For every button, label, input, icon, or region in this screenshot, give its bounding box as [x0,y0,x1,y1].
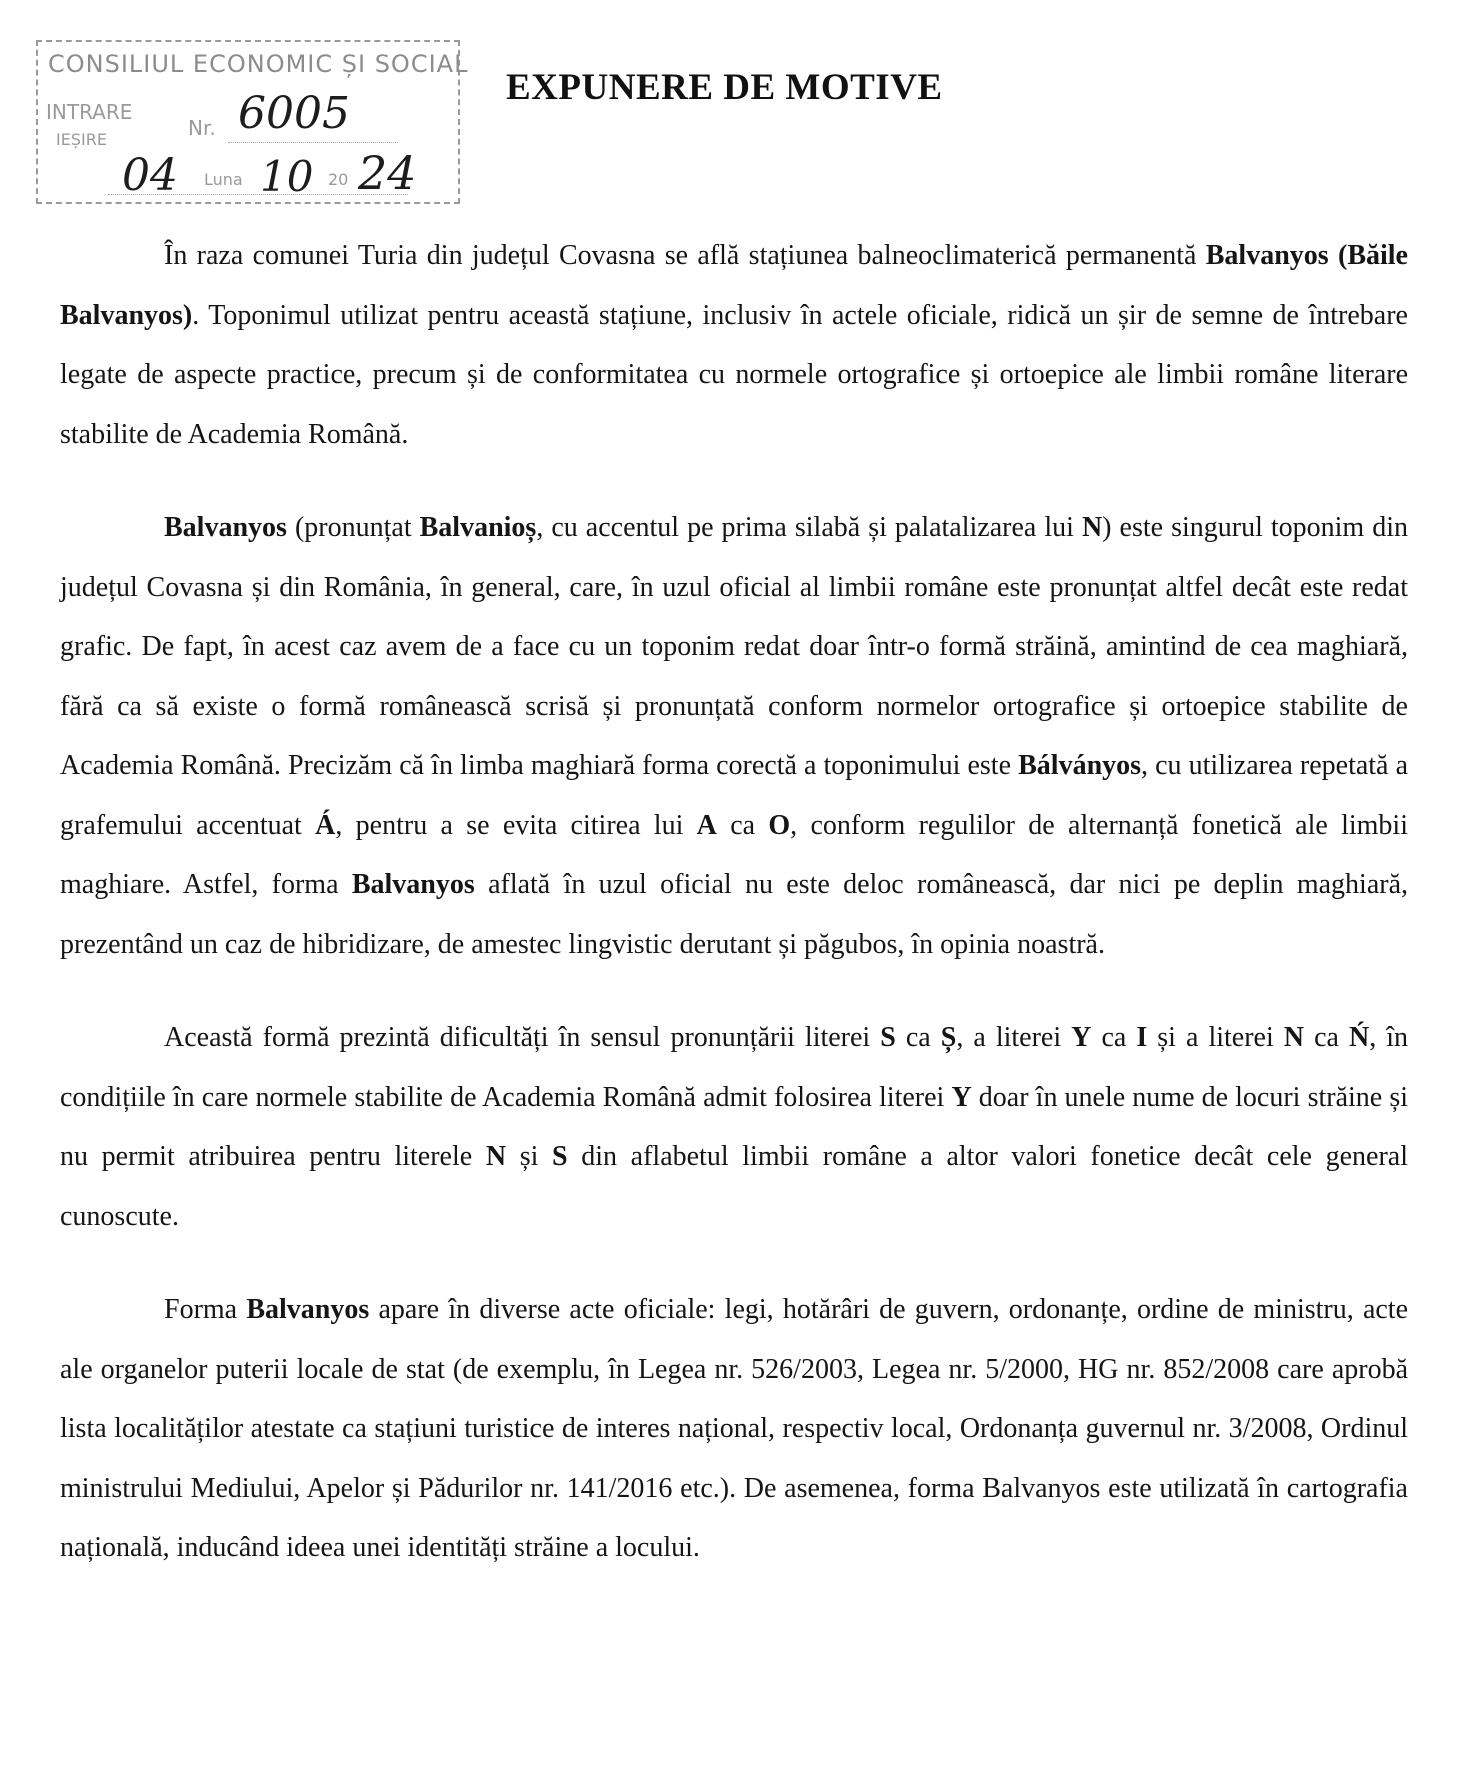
stamp-exit-label: IEȘIRE [56,130,107,149]
bold-text-run: Ș [940,1022,957,1053]
registration-stamp [36,40,469,204]
text-run: ca [895,1022,941,1053]
text-run: ) este singurul toponim din județul Covasna și din România, în general, care, în uzul oficial al limbii române este pronunțat altfel decât este redat grafic. De fapt, în acest caz avem de a face cu un toponim redat doar într-o formă străină, amintind de cea maghiară, fără ca să existe o formă românească scrisă și pronunțată conform normelor ortografice și ortoepice stabilite de Academia Română. Precizăm că în limba maghiară forma corectă a toponimului este [60,512,1409,781]
text-run: În raza comunei Turia din județul Covasna se află stațiunea balneoclimaterică permanentă [164,240,1206,271]
paragraph [60,226,1408,464]
bold-text-run: Y [951,1081,972,1113]
bold-text-run: O [768,809,791,841]
text-run: Forma [164,1294,247,1325]
text-run: , cu utilizarea repetată a grafemului accentuat [60,750,1408,841]
bold-text-run: Balvanioș [419,512,537,543]
text-run: ca [1091,1022,1137,1053]
text-run: ca [716,809,769,841]
stamp-number-label: Nr. [188,116,216,140]
bold-text-run: I [1136,1022,1148,1053]
text-run: , conform regulilor de alternanță fonetică ale limbii maghiare. Astfel, forma [60,809,1408,900]
bold-text-run: Y [1071,1022,1092,1053]
paragraph [60,1008,1408,1246]
text-run: și a literei [1147,1022,1284,1053]
bold-text-run: Á [315,809,336,841]
bold-text-run: Balvanyos [164,512,287,543]
bold-text-run: A [696,809,717,841]
text-run: (pronunțat [286,512,420,543]
document-title: EXPUNERE DE MOTIVE [506,67,943,108]
text-run: și [506,1141,553,1172]
stamp-day: 04 [122,150,178,201]
paragraph [60,1280,1408,1578]
bold-text-run: N [1081,512,1103,543]
stamp-entry-label: INTRARE [46,100,133,124]
text-run: din aflabetul limbii române a altor valori fonetice decât cele general cunoscute. [60,1141,1408,1232]
paragraph [60,498,1408,974]
bold-text-run: N [1283,1022,1305,1053]
bold-text-run: Ń [1348,1022,1370,1053]
stamp-registration-number: 6005 [238,88,350,139]
bold-text-run: Balvanyos [351,869,475,900]
stamp-number-line [228,142,398,143]
text-run: doar în unele nume de locuri străine și nu permit atribuirea pentru literele [60,1081,1408,1172]
text-run: apare în diverse acte oficiale: legi, hotărâri de guvern, ordonanțe, ordine de ministru, acte ale organelor puterii locale de stat (de exemplu, în Legea nr. 526/2003, Legea nr. 5/2000, HG nr. 852/2008 care aprobă lista localităților atestate ca stațiuni turistice de interes național, respectiv local, Ordonanța guvernul nr. 3/2008, Ordinul ministrului Mediului, Apelor și Pădurilor nr. 141/2016 etc.). De asemenea, forma Balvanyos este utilizată în cartografia națională, inducând ideea unei identități străine a locului. [60,1294,1409,1563]
text-run: Această formă prezintă dificultăți în sensul pronunțării literei [164,1022,881,1053]
document-body [60,226,1408,1578]
bold-text-run: S [880,1022,896,1053]
bold-text-run: Balvanyos (Băile Balvanyos) [60,240,1408,331]
text-run: , cu accentul pe prima silabă și palatalizarea lui [536,512,1082,543]
bold-text-run: Bálványos [1018,750,1142,781]
text-run: , pentru a se evita citirea lui [335,809,697,841]
stamp-year-label: 20 [328,170,349,189]
stamp-month: 10 [260,152,314,201]
text-run: ca [1304,1022,1349,1053]
text-run: . Toponimul utilizat pentru această stațiune, inclusiv în actele oficiale, ridică un șir de semne de întrebare legate de aspecte practice, precum și de conformitatea cu normele ortografice și ortoepice ale limbii române literare stabilite de Academia Română. [60,299,1408,450]
bold-text-run: Balvanyos [246,1294,370,1325]
bold-text-run: N [485,1141,507,1172]
text-run: , a literei [956,1022,1072,1053]
stamp-year: 24 [358,146,417,200]
bold-text-run: S [552,1141,568,1172]
stamp-date-line [108,194,408,195]
text-run: aflată în uzul oficial nu este deloc românească, dar nici pe deplin maghiară, prezentând un caz de hibridizare, de amestec lingvistic derutant și păgubos, în opinia noastră. [60,869,1409,960]
text-run: , în condițiile în care normele stabilite de Academia Română admit folosirea literei [60,1022,1409,1113]
stamp-organization: CONSILIUL ECONOMIC ȘI SOCIAL [48,50,469,78]
stamp-month-label: Luna [204,170,243,189]
